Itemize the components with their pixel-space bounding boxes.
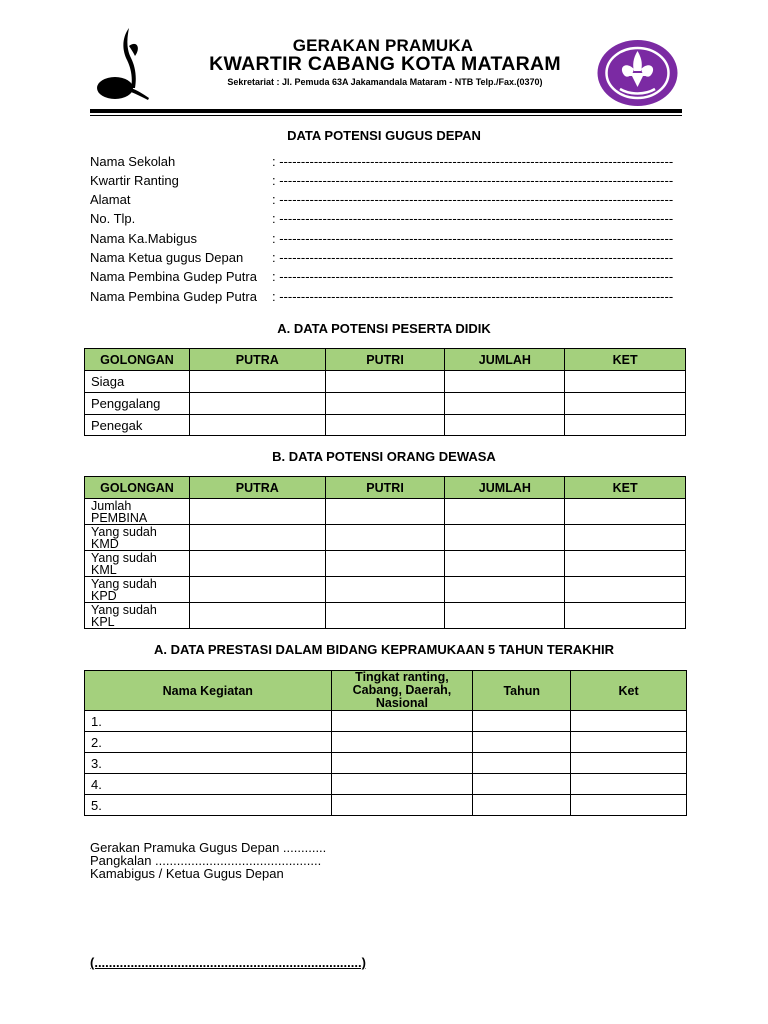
field-nama-ketua-gugus-depan xyxy=(90,250,674,265)
field-kwartir-ranting xyxy=(90,173,674,188)
table-row xyxy=(85,577,686,603)
field-fill-line[interactable]: : ------------------------------------------------------------------------------------------- xyxy=(272,173,674,188)
col-header-jumlah: JUMLAH xyxy=(445,349,565,371)
table-row xyxy=(85,371,686,393)
input-cell[interactable] xyxy=(473,774,571,795)
row-label xyxy=(85,525,190,551)
field-label: Alamat xyxy=(90,192,131,207)
field-nama-pembina-putra-2 xyxy=(90,289,674,304)
header-divider-thin xyxy=(90,115,682,116)
input-cell[interactable] xyxy=(325,551,445,577)
signature-line-pangkalan: Pangkalan .............................................. xyxy=(90,853,322,868)
input-cell[interactable] xyxy=(473,711,571,732)
input-cell[interactable] xyxy=(571,774,687,795)
input-cell[interactable] xyxy=(565,415,686,436)
input-cell[interactable] xyxy=(473,732,571,753)
input-cell[interactable] xyxy=(189,415,325,436)
input-cell[interactable] xyxy=(445,499,565,525)
input-cell[interactable] xyxy=(571,711,687,732)
row-label-line1: Yang sudah xyxy=(91,602,157,617)
input-cell[interactable] xyxy=(189,393,325,415)
field-label: No. Tlp. xyxy=(90,211,136,226)
wosm-emblem xyxy=(596,39,679,107)
input-cell[interactable] xyxy=(331,711,473,732)
field-fill-line[interactable]: : ------------------------------------------------------------------------------------------- xyxy=(272,211,674,226)
field-nama-sekolah xyxy=(90,154,674,169)
row-label-line2: KML xyxy=(91,562,117,577)
signature-name-line[interactable]: (..........................................................................) xyxy=(90,955,366,970)
row-label: Siaga xyxy=(85,371,190,393)
table-row xyxy=(85,415,686,436)
col-header-tingkat xyxy=(331,671,473,711)
input-cell[interactable] xyxy=(565,551,686,577)
col-header-putra: PUTRA xyxy=(189,349,325,371)
input-cell[interactable] xyxy=(325,393,445,415)
header-line: Tingkat ranting, xyxy=(355,670,449,684)
row-label-line1: Jumlah xyxy=(91,498,132,513)
row-number: 4. xyxy=(85,774,332,795)
row-label: Penegak xyxy=(85,415,190,436)
col-header-ket: Ket xyxy=(571,671,687,711)
input-cell[interactable] xyxy=(189,525,325,551)
row-number: 1. xyxy=(85,711,332,732)
input-cell[interactable] xyxy=(331,732,473,753)
input-cell[interactable] xyxy=(445,525,565,551)
table-row xyxy=(85,603,686,629)
input-cell[interactable] xyxy=(325,415,445,436)
input-cell[interactable] xyxy=(189,603,325,629)
header-title-organization: GERAKAN PRAMUKA xyxy=(292,36,474,55)
input-cell[interactable] xyxy=(445,371,565,393)
table-orang-dewasa xyxy=(84,476,686,629)
field-fill-line[interactable]: : ------------------------------------------------------------------------------------------- xyxy=(272,154,674,169)
table-row xyxy=(85,795,687,816)
field-fill-line[interactable]: : ------------------------------------------------------------------------------------------- xyxy=(272,192,674,207)
row-label xyxy=(85,499,190,525)
field-fill-line[interactable]: : ------------------------------------------------------------------------------------------- xyxy=(272,289,674,304)
col-header-ket: KET xyxy=(565,477,686,499)
header-line: Cabang, Daerah, xyxy=(352,683,452,697)
row-number: 3. xyxy=(85,753,332,774)
table-row xyxy=(85,499,686,525)
section-a-title: A. DATA POTENSI PESERTA DIDIK xyxy=(277,321,491,336)
row-label-line2: PEMBINA xyxy=(91,510,148,525)
input-cell[interactable] xyxy=(473,753,571,774)
table-row xyxy=(85,774,687,795)
row-label-line1: Yang sudah xyxy=(91,524,157,539)
form-title: DATA POTENSI GUGUS DEPAN xyxy=(287,128,481,143)
field-label: Nama Ka.Mabigus xyxy=(90,231,197,246)
header-divider-thick xyxy=(90,109,682,113)
field-label: Nama Sekolah xyxy=(90,154,176,169)
row-label xyxy=(85,577,190,603)
input-cell[interactable] xyxy=(331,753,473,774)
input-cell[interactable] xyxy=(331,774,473,795)
col-header-nama-kegiatan: Nama Kegiatan xyxy=(85,671,332,711)
input-cell[interactable] xyxy=(473,795,571,816)
field-fill-line[interactable]: : ------------------------------------------------------------------------------------------- xyxy=(272,269,674,284)
row-label-line2: KPL xyxy=(91,614,115,629)
input-cell[interactable] xyxy=(189,371,325,393)
field-no-tlp xyxy=(90,211,674,226)
field-label: Kwartir Ranting xyxy=(90,173,179,188)
header-line: Nasional xyxy=(375,696,428,710)
signature-line-role: Kamabigus / Ketua Gugus Depan xyxy=(90,866,284,881)
header-address: Sekretariat : Jl. Pemuda 63A Jakamandala Mataram - NTB Telp./Fax.(0370) xyxy=(227,77,543,87)
section-b-title: B. DATA POTENSI ORANG DEWASA xyxy=(272,449,496,464)
input-cell[interactable] xyxy=(325,577,445,603)
input-cell[interactable] xyxy=(325,371,445,393)
table-row xyxy=(85,393,686,415)
col-header-jumlah: JUMLAH xyxy=(445,477,565,499)
signature-line-gugus-depan: Gerakan Pramuka Gugus Depan ............ xyxy=(90,840,327,855)
col-header-putri: PUTRI xyxy=(325,349,445,371)
tunas-kelapa-logo xyxy=(95,26,151,102)
col-header-putra: PUTRA xyxy=(189,477,325,499)
input-cell[interactable] xyxy=(445,393,565,415)
input-cell[interactable] xyxy=(445,551,565,577)
field-fill-line[interactable]: : ------------------------------------------------------------------------------------------- xyxy=(272,231,674,246)
input-cell[interactable] xyxy=(565,525,686,551)
table-row xyxy=(85,753,687,774)
col-header-putri: PUTRI xyxy=(325,477,445,499)
table-peserta-didik xyxy=(84,348,686,436)
input-cell[interactable] xyxy=(565,577,686,603)
input-cell[interactable] xyxy=(189,499,325,525)
input-cell[interactable] xyxy=(189,577,325,603)
input-cell[interactable] xyxy=(565,603,686,629)
col-header-tahun: Tahun xyxy=(473,671,571,711)
col-header-ket: KET xyxy=(565,349,686,371)
input-cell[interactable] xyxy=(571,795,687,816)
input-cell[interactable] xyxy=(325,499,445,525)
row-number: 2. xyxy=(85,732,332,753)
table-row xyxy=(85,551,686,577)
row-label xyxy=(85,551,190,577)
input-cell[interactable] xyxy=(565,499,686,525)
input-cell[interactable] xyxy=(331,795,473,816)
field-label: Nama Pembina Gudep Putra xyxy=(90,269,257,284)
input-cell[interactable] xyxy=(565,393,686,415)
row-label-line1: Yang sudah xyxy=(91,576,157,591)
input-cell[interactable] xyxy=(325,603,445,629)
field-alamat xyxy=(90,192,674,207)
row-label-line2: KMD xyxy=(91,536,119,551)
input-cell[interactable] xyxy=(189,551,325,577)
field-nama-pembina-putra-1 xyxy=(90,269,674,284)
row-label-line1: Yang sudah xyxy=(91,550,157,565)
input-cell[interactable] xyxy=(445,577,565,603)
input-cell[interactable] xyxy=(325,525,445,551)
field-nama-ka-mabigus xyxy=(90,231,674,246)
table-prestasi xyxy=(84,670,687,816)
section-c-title: A. DATA PRESTASI DALAM BIDANG KEPRAMUKAAN 5 TAHUN TERAKHIR xyxy=(153,642,615,657)
table-row xyxy=(85,732,687,753)
field-label: Nama Ketua gugus Depan xyxy=(90,250,244,265)
col-header-golongan: GOLONGAN xyxy=(85,477,190,499)
input-cell[interactable] xyxy=(571,753,687,774)
table-row xyxy=(85,711,687,732)
field-label: Nama Pembina Gudep Putra xyxy=(90,289,257,304)
row-label: Penggalang xyxy=(85,393,190,415)
header-title-kwartir: KWARTIR CABANG KOTA MATARAM xyxy=(209,53,561,75)
table-row xyxy=(85,525,686,551)
row-number: 5. xyxy=(85,795,332,816)
input-cell[interactable] xyxy=(565,371,686,393)
row-label xyxy=(85,603,190,629)
row-label-line2: KPD xyxy=(91,588,117,603)
field-fill-line[interactable]: : ------------------------------------------------------------------------------------------- xyxy=(272,250,674,265)
input-cell[interactable] xyxy=(445,603,565,629)
input-cell[interactable] xyxy=(445,415,565,436)
input-cell[interactable] xyxy=(571,732,687,753)
col-header-golongan: GOLONGAN xyxy=(85,349,190,371)
